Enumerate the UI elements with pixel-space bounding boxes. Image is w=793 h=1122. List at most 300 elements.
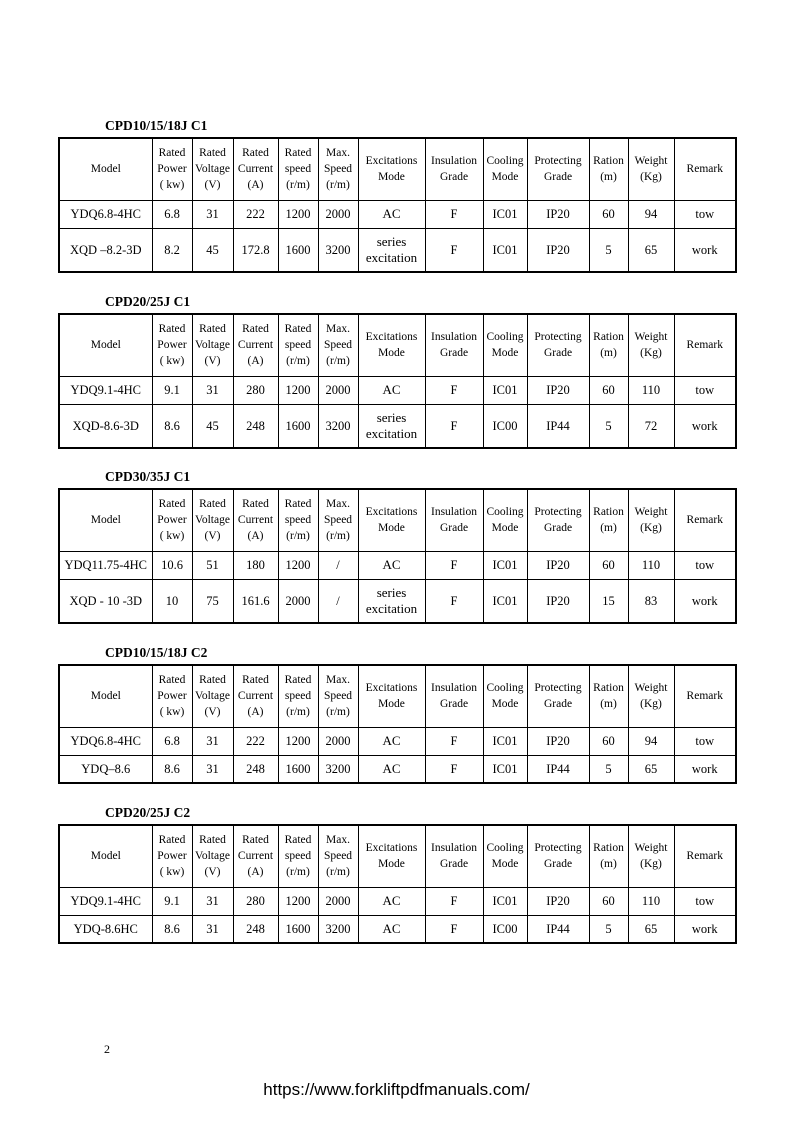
cell-line: (A) [247,179,264,192]
cell-line: ( kw) [159,866,185,879]
cell-line: Mode [491,347,519,360]
header-remark: Remark [674,665,736,727]
cell-excitations-mode [358,551,425,579]
header-model: Model [59,825,152,887]
header-model: Model [59,665,152,727]
cell-cooling-mode: IC00 [483,915,527,943]
cell-model: YDQ6.8-4HC [59,200,152,228]
cell-cooling-mode: IC01 [483,755,527,783]
header-rated-speed [278,489,318,551]
cell-weight: 94 [628,200,674,228]
cell-line: Rated [199,674,226,687]
cell-insulation-grade: F [425,200,483,228]
header-insulation-grade [425,825,483,887]
cell-cooling-mode: IC01 [483,200,527,228]
table-row [59,228,736,272]
header-protecting-grade [527,665,589,727]
cell-line: Rated [158,147,186,160]
header-rated-power [152,138,192,200]
cell-line: (r/m) [326,530,350,543]
cell-line: Rated [158,498,186,511]
cell-ration: 15 [589,579,628,623]
header-ration [589,665,628,727]
cell-line: (Kg) [640,171,662,184]
cell-weight: 110 [628,376,674,404]
cell-line: Rated [284,498,312,511]
section-title: CPD20/25J C1 [105,294,191,309]
header-rated-voltage [192,314,233,376]
cell-protecting-grade: IP20 [527,727,589,755]
cell-ration: 5 [589,404,628,448]
header-rated-power [152,314,192,376]
cell-line: (Kg) [640,858,662,871]
cell-line: Protecting [534,331,582,344]
cell-rated-voltage: 45 [192,404,233,448]
cell-weight: 72 [628,404,674,448]
cell-excitations-mode [358,579,425,623]
cell-line: speed [284,850,312,863]
cell-line: Max. [326,674,350,687]
cell-line: (A) [247,530,264,543]
header-row [59,489,736,551]
table-row [59,200,736,228]
header-weight [628,314,674,376]
cell-line: Grade [543,698,573,711]
cell-line: Excitations [365,155,418,168]
section-title: CPD30/35J C1 [105,469,191,484]
cell-line: Max. [326,498,350,511]
header-protecting-grade [527,489,589,551]
header-rated-speed [278,825,318,887]
cell-rated-current: 248 [233,404,278,448]
cell-line: Grade [543,858,573,871]
cell-line: Mode [491,171,519,184]
cell-remark: work [674,579,736,623]
cell-model: XQD - 10 -3D [59,579,152,623]
cell-line: (m) [600,522,617,535]
header-remark: Remark [674,825,736,887]
cell-line: ( kw) [159,706,185,719]
cell-cooling-mode: IC01 [483,551,527,579]
header-rated-speed [278,665,318,727]
header-excitations-mode [358,138,425,200]
cell-max-speed: 2000 [318,887,358,915]
cell-max-speed: 3200 [318,404,358,448]
spec-table [58,664,737,784]
cell-line: Current [237,339,274,352]
footer-url[interactable]: https://www.forkliftpdfmanuals.com/ [263,1080,530,1099]
header-rated-current [233,489,278,551]
header-remark: Remark [674,138,736,200]
cell-protecting-grade: IP20 [527,579,589,623]
cell-line: Max. [326,323,350,336]
cell-weight: 110 [628,551,674,579]
cell-line: Insulation [431,155,477,168]
spec-table [58,488,737,624]
cell-insulation-grade: F [425,376,483,404]
cell-line: (r/m) [286,179,310,192]
cell-line: Grade [439,858,469,871]
cell-line: Rated [284,323,312,336]
cell-rated-current: 180 [233,551,278,579]
section-title: CPD10/15/18J C2 [105,645,208,660]
header-max-speed [318,665,358,727]
cell-line: (r/m) [326,866,350,879]
cell-line: Mode [491,698,519,711]
cell-line: Speed [323,850,353,863]
header-max-speed [318,314,358,376]
cell-rated-voltage: 45 [192,228,233,272]
cell-protecting-grade: IP44 [527,915,589,943]
cell-line: (A) [247,706,264,719]
spec-table [58,137,737,273]
header-rated-current [233,825,278,887]
cell-insulation-grade: F [425,404,483,448]
cell-line: Voltage [195,163,230,176]
cell-protecting-grade: IP20 [527,200,589,228]
cell-cooling-mode: IC01 [483,376,527,404]
cell-excitations-mode [358,887,425,915]
cell-max-speed: 2000 [318,376,358,404]
cell-model: YDQ11.75-4HC [59,551,152,579]
cell-model: XQD –8.2-3D [59,228,152,272]
cell-protecting-grade: IP20 [527,228,589,272]
header-max-speed [318,489,358,551]
cell-line: Rated [199,323,226,336]
cell-rated-power: 8.6 [152,404,192,448]
cell-line: Current [237,690,274,703]
cell-line: AC [382,382,401,397]
cell-rated-current: 222 [233,727,278,755]
cell-line: excitation [365,425,418,441]
cell-remark: work [674,915,736,943]
header-remark: Remark [674,314,736,376]
header-cooling-mode [483,665,527,727]
cell-rated-current: 248 [233,755,278,783]
cell-rated-power: 8.6 [152,755,192,783]
cell-remark: tow [674,200,736,228]
cell-line: (m) [600,858,617,871]
cell-line: Mode [491,858,519,871]
cell-line: (r/m) [286,706,310,719]
cell-rated-speed: 1600 [278,755,318,783]
cell-rated-power: 8.6 [152,915,192,943]
header-ration [589,314,628,376]
cell-max-speed: 2000 [318,200,358,228]
cell-protecting-grade: IP44 [527,755,589,783]
cell-line: speed [284,339,312,352]
cell-cooling-mode: IC01 [483,727,527,755]
spec-table [58,824,737,944]
cell-line: Weight [634,331,668,344]
cell-line: Voltage [195,690,230,703]
cell-max-speed: / [318,551,358,579]
header-model: Model [59,489,152,551]
cell-line: Power [157,690,187,703]
header-ration [589,489,628,551]
cell-protecting-grade: IP20 [527,376,589,404]
cell-max-speed: 3200 [318,915,358,943]
table-row [59,727,736,755]
cell-line: Rated [284,674,312,687]
cell-line: ( kw) [159,530,185,543]
cell-insulation-grade: F [425,915,483,943]
cell-max-speed: 2000 [318,727,358,755]
cell-rated-voltage: 31 [192,915,233,943]
cell-line: Protecting [534,155,582,168]
cell-line: Current [237,850,274,863]
cell-line: excitation [365,600,418,616]
cell-excitations-mode [358,404,425,448]
cell-line: Rated [242,834,269,847]
cell-model: YDQ-8.6HC [59,915,152,943]
cell-line: Cooling [486,155,524,168]
spec-table [58,313,737,449]
cell-line: AC [382,893,401,908]
cell-line: series [376,233,407,249]
header-rated-power [152,665,192,727]
cell-cooling-mode: IC01 [483,228,527,272]
cell-line: (V) [204,355,221,368]
cell-remark: tow [674,727,736,755]
cell-rated-speed: 1600 [278,915,318,943]
cell-line: (Kg) [640,347,662,360]
header-row [59,138,736,200]
cell-rated-power: 6.8 [152,727,192,755]
header-rated-current [233,138,278,200]
cell-line: ( kw) [159,355,185,368]
cell-line: (r/m) [326,706,350,719]
cell-model: XQD-8.6-3D [59,404,152,448]
cell-excitations-mode [358,200,425,228]
cell-line: AC [382,733,401,748]
cell-line: speed [284,163,312,176]
cell-ration: 60 [589,887,628,915]
cell-line: (r/m) [286,355,310,368]
cell-line: Max. [326,834,350,847]
cell-remark: tow [674,887,736,915]
cell-line: series [376,584,407,600]
cell-line: (V) [204,179,221,192]
table-row [59,887,736,915]
cell-rated-current: 222 [233,200,278,228]
cell-rated-voltage: 75 [192,579,233,623]
cell-line: ( kw) [159,179,185,192]
header-row [59,314,736,376]
cell-ration: 60 [589,551,628,579]
cell-line: Protecting [534,506,582,519]
cell-remark: work [674,404,736,448]
cell-line: Insulation [431,842,477,855]
cell-line: (r/m) [286,866,310,879]
cell-line: (A) [247,866,264,879]
cell-excitations-mode [358,228,425,272]
cell-max-speed: 3200 [318,755,358,783]
header-cooling-mode [483,138,527,200]
cell-line: Excitations [365,682,418,695]
cell-excitations-mode [358,915,425,943]
cell-line: Grade [543,347,573,360]
cell-rated-voltage: 31 [192,887,233,915]
cell-line: Ration [593,682,624,695]
cell-line: Ration [593,842,624,855]
header-weight [628,138,674,200]
header-rated-current [233,665,278,727]
cell-line: Grade [439,522,469,535]
cell-rated-power: 10 [152,579,192,623]
cell-line: Voltage [195,514,230,527]
cell-line: Power [157,339,187,352]
table-row [59,755,736,783]
cell-insulation-grade: F [425,551,483,579]
cell-line: Rated [242,147,269,160]
cell-line: Protecting [534,682,582,695]
cell-line: (V) [204,866,221,879]
header-row [59,665,736,727]
cell-line: Grade [439,347,469,360]
header-cooling-mode [483,314,527,376]
table-row [59,579,736,623]
cell-rated-power: 8.2 [152,228,192,272]
cell-line: Weight [634,506,668,519]
header-cooling-mode [483,825,527,887]
cell-ration: 60 [589,727,628,755]
header-insulation-grade [425,138,483,200]
cell-line: Cooling [486,842,524,855]
cell-line: (Kg) [640,698,662,711]
cell-model: YDQ9.1-4HC [59,887,152,915]
header-remark: Remark [674,489,736,551]
cell-excitations-mode [358,727,425,755]
header-excitations-mode [358,825,425,887]
cell-line: AC [382,206,401,221]
cell-line: speed [284,514,312,527]
header-rated-voltage [192,825,233,887]
cell-rated-power: 6.8 [152,200,192,228]
header-cooling-mode [483,489,527,551]
table-row [59,551,736,579]
header-rated-speed [278,138,318,200]
header-weight [628,665,674,727]
cell-line: Rated [242,498,269,511]
cell-line: Grade [439,698,469,711]
cell-line: Mode [491,522,519,535]
page-number: 2 [104,1042,110,1056]
cell-rated-current: 248 [233,915,278,943]
cell-line: (V) [204,706,221,719]
cell-protecting-grade: IP20 [527,551,589,579]
header-rated-voltage [192,138,233,200]
cell-line: Mode [378,347,405,360]
header-ration [589,825,628,887]
cell-line: Insulation [431,682,477,695]
cell-rated-current: 280 [233,376,278,404]
cell-line: Rated [242,323,269,336]
cell-line: Power [157,514,187,527]
cell-line: Power [157,850,187,863]
cell-line: Rated [284,834,312,847]
cell-line: (m) [600,698,617,711]
cell-line: Mode [378,171,405,184]
header-insulation-grade [425,665,483,727]
cell-line: (V) [204,530,221,543]
cell-line: AC [382,920,401,936]
cell-line: Excitations [365,331,418,344]
cell-line: excitation [365,249,418,265]
cell-line: Rated [199,147,226,160]
section-title: CPD10/15/18J C1 [105,118,208,133]
cell-weight: 94 [628,727,674,755]
header-row [59,825,736,887]
cell-line: Rated [158,834,186,847]
header-excitations-mode [358,665,425,727]
cell-line: Insulation [431,331,477,344]
cell-insulation-grade: F [425,228,483,272]
cell-line: Ration [593,331,624,344]
cell-rated-speed: 1200 [278,200,318,228]
header-excitations-mode [358,314,425,376]
cell-line: Grade [439,171,469,184]
cell-rated-speed: 1200 [278,887,318,915]
cell-rated-speed: 1600 [278,228,318,272]
header-insulation-grade [425,314,483,376]
cell-rated-power: 9.1 [152,887,192,915]
cell-line: (m) [600,171,617,184]
cell-ration: 5 [589,228,628,272]
cell-rated-current: 280 [233,887,278,915]
cell-rated-voltage: 31 [192,755,233,783]
header-rated-speed [278,314,318,376]
cell-line: Rated [284,147,312,160]
header-rated-power [152,489,192,551]
cell-line: Current [237,514,274,527]
cell-insulation-grade: F [425,887,483,915]
cell-line: Cooling [486,506,524,519]
cell-line: (m) [600,347,617,360]
cell-line: Mode [378,522,405,535]
cell-max-speed: 3200 [318,228,358,272]
cell-rated-speed: 1200 [278,727,318,755]
cell-line: Cooling [486,331,524,344]
cell-line: Grade [543,171,573,184]
header-model: Model [59,138,152,200]
cell-rated-current: 172.8 [233,228,278,272]
cell-rated-voltage: 31 [192,727,233,755]
cell-insulation-grade: F [425,755,483,783]
cell-protecting-grade: IP44 [527,404,589,448]
cell-protecting-grade: IP20 [527,887,589,915]
cell-remark: work [674,228,736,272]
header-rated-power [152,825,192,887]
cell-line: Weight [634,842,668,855]
cell-weight: 65 [628,755,674,783]
cell-line: Excitations [365,842,418,855]
cell-model: YDQ6.8-4HC [59,727,152,755]
cell-line: (r/m) [286,530,310,543]
cell-rated-current: 161.6 [233,579,278,623]
table-row [59,915,736,943]
header-rated-current [233,314,278,376]
cell-rated-power: 10.6 [152,551,192,579]
cell-insulation-grade: F [425,579,483,623]
cell-line: (A) [247,355,264,368]
cell-line: Max. [326,147,350,160]
cell-line: Ration [593,506,624,519]
cell-line: AC [382,760,401,776]
table-row [59,404,736,448]
cell-ration: 60 [589,376,628,404]
cell-line: series [376,409,407,425]
